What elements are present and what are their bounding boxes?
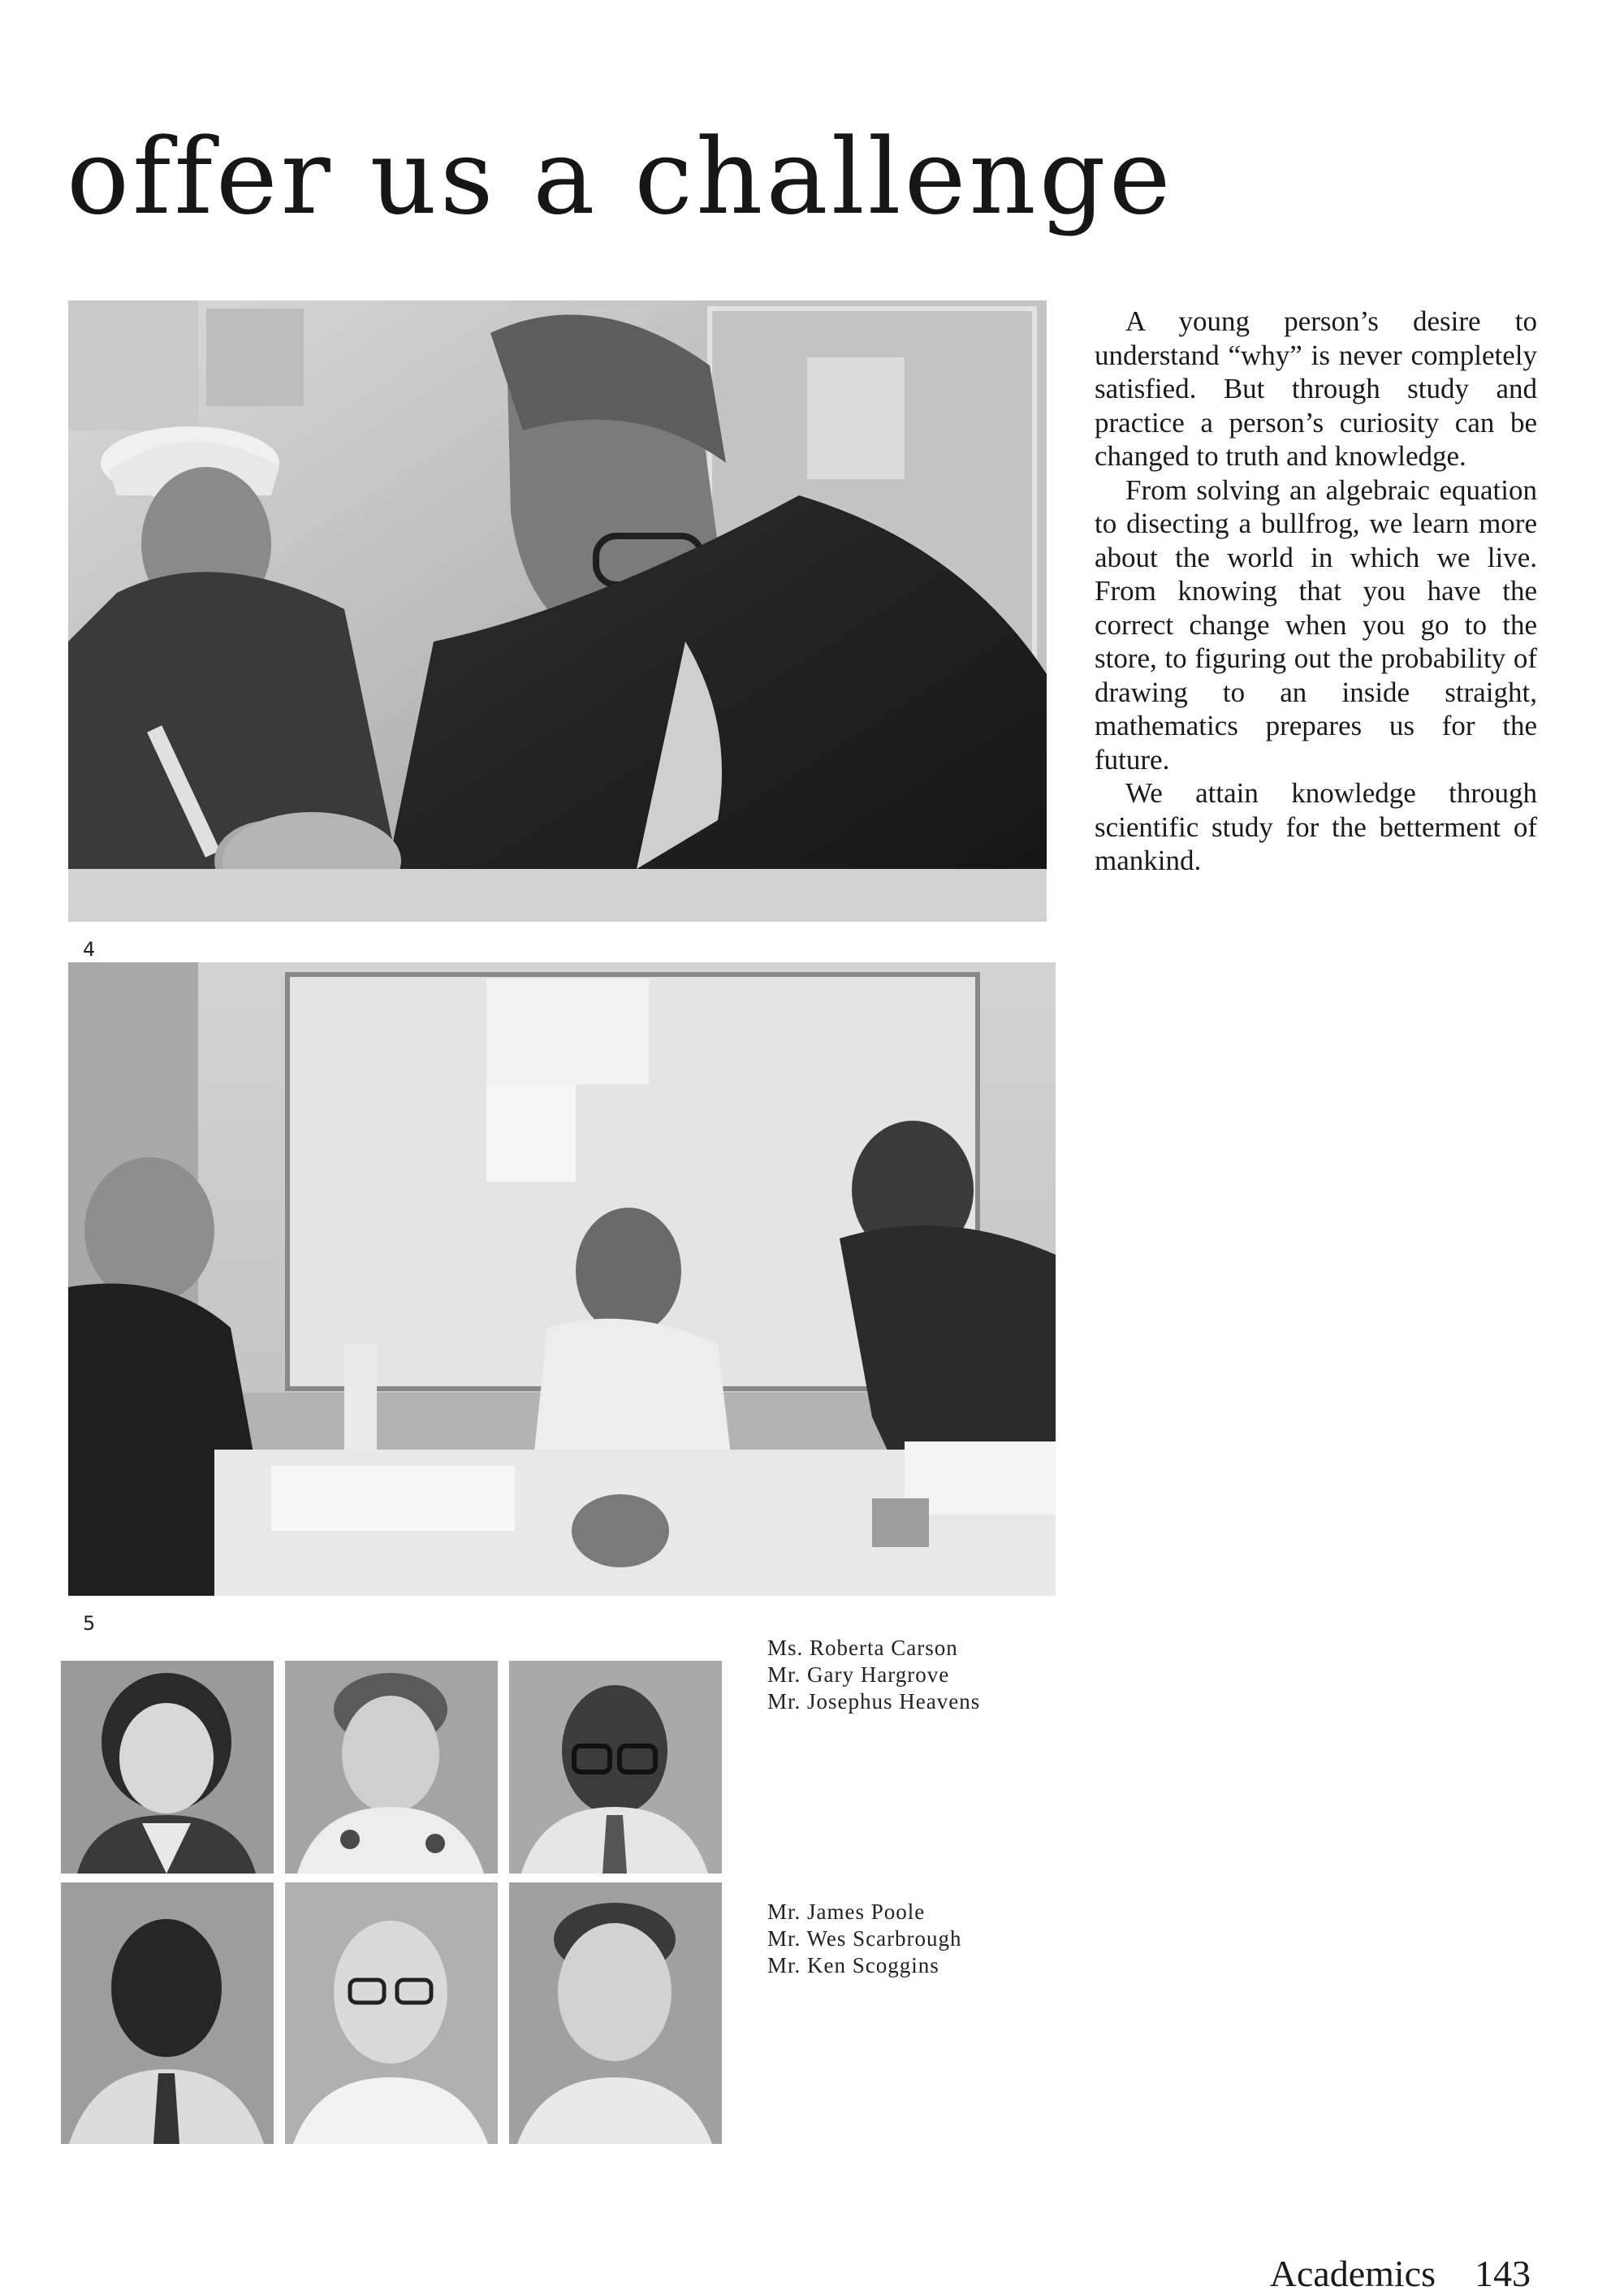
portrait-josephus-heavens [509,1661,722,1874]
person-portrait-icon [509,1882,722,2144]
portrait-ken-scoggins [509,1882,722,2144]
page-number: 143 [1475,2253,1531,2294]
faculty-name: Mr. Gary Hargrove [767,1662,950,1687]
teachers-meeting-illustration [68,962,1056,1596]
paragraph-1: A young person’s desire to understand “why” is never completely satisfied. But through study and practice a person’s curiosity can be changed to truth and knowledge. [1095,305,1537,472]
person-portrait-icon [61,1661,274,1874]
portrait-roberta-carson [61,1661,274,1874]
paragraph-2: From solving an algebraic equation to disecting a bullfrog, we learn more about the world in which we live. From knowing that you have the correct change when you go to the store, to figuring out the probability of drawing to an inside straight, mathematics prepares us for the future. [1095,473,1537,776]
students-writing-illustration [68,300,1047,922]
page-footer [1270,2252,1531,2295]
portrait-gary-hargrove [285,1661,498,1874]
photo-number-5: 5 [83,1612,96,1635]
faculty-name: Ms. Roberta Carson [767,1636,958,1660]
portrait-wes-scarbrough [285,1882,498,2144]
person-portrait-icon [285,1661,498,1874]
photo-teachers-meeting [68,962,1056,1596]
faculty-name: Mr. Ken Scoggins [767,1953,939,1977]
faculty-name: Mr. Josephus Heavens [767,1689,981,1714]
faculty-name: Mr. Wes Scarbrough [767,1926,962,1951]
faculty-names-row-1 [767,1635,1092,1715]
person-portrait-icon [285,1882,498,2144]
photo-number-4: 4 [83,938,96,961]
section-name: Academics [1269,2253,1436,2294]
paragraph-3: We attain knowledge through scientific study for the betterment of mankind. [1095,777,1537,876]
faculty-name: Mr. James Poole [767,1900,926,1924]
article-body [1095,305,1537,878]
page-title: offer us a challenge [67,117,1174,238]
photo-students-writing [68,300,1047,922]
faculty-names-row-2 [767,1899,1092,1979]
person-portrait-icon [61,1882,274,2144]
person-portrait-icon [509,1661,722,1874]
portrait-james-poole [61,1882,274,2144]
